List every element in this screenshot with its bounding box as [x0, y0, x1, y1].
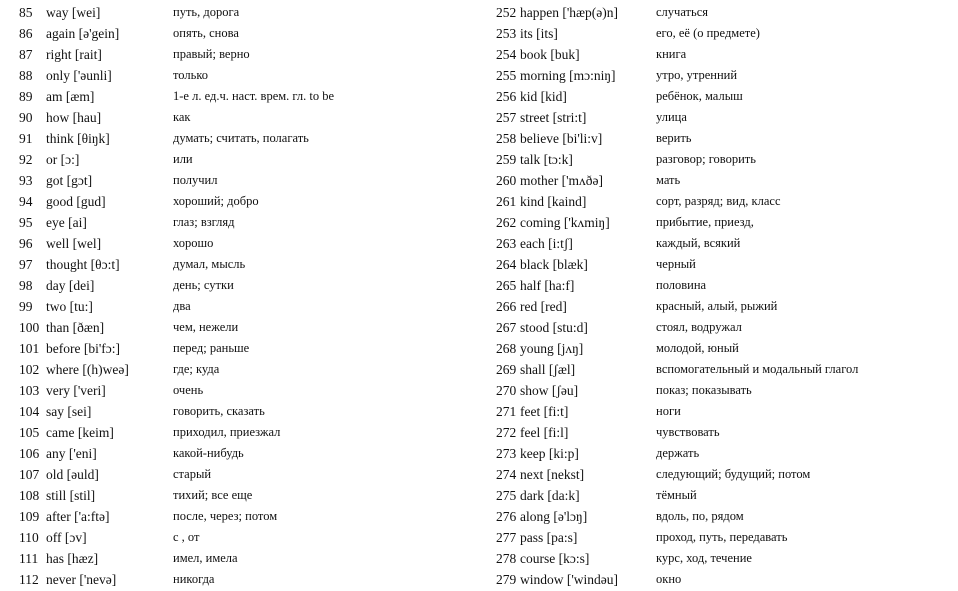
russian-translation: думал, мысль: [173, 257, 246, 271]
english-word-transcription: before [bi'fɔ:]: [46, 341, 121, 356]
entry-number: 94: [19, 194, 33, 209]
english-word-transcription: came [keim]: [46, 425, 114, 440]
entry-number: 109: [19, 509, 40, 524]
english-word-transcription: way [wei]: [46, 5, 101, 20]
vocabulary-row: [476, 506, 958, 527]
russian-translation: черный: [656, 257, 696, 271]
russian-translation: держать: [656, 446, 700, 460]
vocabulary-row: [476, 296, 958, 317]
vocabulary-row: [0, 86, 480, 107]
english-word-transcription: mother ['mʌðə]: [520, 173, 604, 188]
russian-translation: очень: [173, 383, 204, 397]
russian-translation: тихий; все еще: [173, 488, 253, 502]
english-word-transcription: after ['a:ftə]: [46, 509, 110, 524]
russian-translation: стоял, водружал: [656, 320, 742, 334]
english-word-transcription: day [dei]: [46, 278, 95, 293]
english-word-transcription: happen ['hæp(ə)n]: [520, 5, 619, 20]
english-word-transcription: show [ʃəu]: [520, 383, 579, 398]
vocabulary-row: [0, 65, 480, 86]
russian-translation: половина: [656, 278, 707, 292]
entry-number: 279: [496, 572, 517, 587]
entry-number: 86: [19, 26, 33, 41]
entry-number: 263: [496, 236, 517, 251]
russian-translation: разговор; говорить: [656, 152, 756, 166]
english-word-transcription: very ['veri]: [46, 383, 106, 398]
entry-number: 99: [19, 299, 33, 314]
vocabulary-row: [476, 107, 958, 128]
russian-translation: имел, имела: [173, 551, 238, 565]
entry-number: 90: [19, 110, 33, 125]
russian-translation: после, через; потом: [173, 509, 278, 523]
russian-translation: где; куда: [173, 362, 220, 376]
english-word-transcription: along [ə'lɔŋ]: [520, 509, 588, 524]
english-word-transcription: pass [pa:s]: [520, 530, 578, 545]
russian-translation: случаться: [656, 5, 709, 19]
russian-translation: сорт, разряд; вид, класс: [656, 194, 781, 208]
vocabulary-row: [476, 149, 958, 170]
vocabulary-row: [476, 170, 958, 191]
russian-translation: тёмный: [656, 488, 697, 502]
russian-translation: улица: [656, 110, 687, 124]
vocabulary-row: [0, 170, 480, 191]
entry-number: 257: [496, 110, 517, 125]
english-word-transcription: stood [stu:d]: [520, 320, 588, 335]
russian-translation: проход, путь, передавать: [656, 530, 788, 544]
vocabulary-row: [476, 401, 958, 422]
vocabulary-row: [476, 380, 958, 401]
russian-translation: приходил, приезжал: [173, 425, 281, 439]
english-word-transcription: two [tu:]: [46, 299, 93, 314]
entry-number: 106: [19, 446, 40, 461]
english-word-transcription: talk [tɔ:k]: [520, 152, 573, 167]
russian-translation: вспомогательный и модальный глагол: [656, 362, 859, 376]
entry-number: 271: [496, 404, 517, 419]
vocabulary-row: [476, 338, 958, 359]
vocabulary-row: [0, 485, 480, 506]
entry-number: 261: [496, 194, 517, 209]
russian-translation: думать; считать, полагать: [173, 131, 309, 145]
english-word-transcription: half [ha:f]: [520, 278, 575, 293]
vocabulary-row: [476, 569, 958, 590]
vocabulary-row: [476, 464, 958, 485]
english-word-transcription: where [(h)weə]: [46, 362, 129, 377]
english-word-transcription: old [əuld]: [46, 467, 99, 482]
russian-translation: ребёнок, малыш: [656, 89, 743, 103]
russian-translation: утро, утренний: [656, 68, 738, 82]
vocabulary-row: [0, 275, 480, 296]
english-word-transcription: its [its]: [520, 26, 558, 41]
english-word-transcription: right [rait]: [46, 47, 102, 62]
english-word-transcription: street [stri:t]: [520, 110, 587, 125]
russian-translation: правый; верно: [173, 47, 250, 61]
english-word-transcription: kid [kid]: [520, 89, 567, 104]
entry-number: 92: [19, 152, 33, 167]
english-word-transcription: course [kɔ:s]: [520, 551, 590, 566]
vocabulary-row: [0, 443, 480, 464]
russian-translation: перед; раньше: [173, 341, 250, 355]
russian-translation: хороший; добро: [173, 194, 259, 208]
vocabulary-row: [0, 296, 480, 317]
russian-translation: какой-нибудь: [173, 446, 244, 460]
russian-translation: каждый, всякий: [656, 236, 741, 250]
vocabulary-row: [476, 2, 958, 23]
vocabulary-row: [476, 23, 958, 44]
english-word-transcription: red [red]: [520, 299, 567, 314]
entry-number: 255: [496, 68, 517, 83]
vocabulary-row: [0, 128, 480, 149]
english-word-transcription: never ['nevə]: [46, 572, 117, 587]
english-word-transcription: any ['eni]: [46, 446, 97, 461]
vocabulary-row: [0, 149, 480, 170]
russian-translation: мать: [656, 173, 681, 187]
entry-number: 100: [19, 320, 40, 335]
english-word-transcription: young [jʌŋ]: [520, 341, 584, 356]
russian-translation: хорошо: [173, 236, 214, 250]
russian-translation: красный, алый, рыжий: [656, 299, 778, 313]
english-word-transcription: window ['windəu]: [520, 572, 619, 587]
vocabulary-row: [476, 359, 958, 380]
russian-translation: вдоль, по, рядом: [656, 509, 744, 523]
entry-number: 103: [19, 383, 40, 398]
entry-number: 89: [19, 89, 33, 104]
entry-number: 85: [19, 5, 33, 20]
entry-number: 95: [19, 215, 33, 230]
entry-number: 253: [496, 26, 517, 41]
english-word-transcription: off [ɔv]: [46, 530, 87, 545]
vocabulary-row: [476, 191, 958, 212]
english-word-transcription: say [sei]: [46, 404, 92, 419]
russian-translation: показ; показывать: [656, 383, 752, 397]
vocabulary-column-right: [476, 2, 958, 590]
english-word-transcription: shall [ʃæl]: [520, 362, 576, 377]
english-word-transcription: feel [fi:l]: [520, 425, 569, 440]
vocabulary-row: [0, 380, 480, 401]
vocabulary-row: [0, 233, 480, 254]
entry-number: 260: [496, 173, 517, 188]
russian-translation: как: [173, 110, 191, 124]
english-word-transcription: morning [mɔ:niŋ]: [520, 68, 616, 83]
entry-number: 269: [496, 362, 517, 377]
vocabulary-row: [0, 317, 480, 338]
english-word-transcription: well [wel]: [46, 236, 102, 251]
english-word-transcription: got [gɔt]: [46, 173, 93, 188]
vocabulary-row: [476, 422, 958, 443]
entry-number: 262: [496, 215, 517, 230]
entry-number: 268: [496, 341, 517, 356]
vocabulary-row: [476, 254, 958, 275]
vocabulary-row: [0, 422, 480, 443]
vocabulary-row: [476, 485, 958, 506]
entry-number: 252: [496, 5, 517, 20]
english-word-transcription: again [ə'gein]: [46, 26, 120, 41]
english-word-transcription: than [ðæn]: [46, 320, 105, 335]
english-word-transcription: am [æm]: [46, 89, 95, 104]
vocabulary-row: [0, 464, 480, 485]
vocabulary-row: [0, 527, 480, 548]
russian-translation: два: [173, 299, 191, 313]
entry-number: 98: [19, 278, 33, 293]
english-word-transcription: has [hæz]: [46, 551, 99, 566]
vocabulary-row: [0, 338, 480, 359]
russian-translation: получил: [173, 173, 218, 187]
vocabulary-row: [0, 506, 480, 527]
english-word-transcription: kind [kaind]: [520, 194, 587, 209]
entry-number: 256: [496, 89, 517, 104]
russian-translation: старый: [173, 467, 212, 481]
entry-number: 108: [19, 488, 40, 503]
vocabulary-row: [0, 569, 480, 590]
entry-number: 97: [19, 257, 33, 272]
russian-translation: верить: [656, 131, 692, 145]
vocabulary-row: [476, 86, 958, 107]
english-word-transcription: only ['əunli]: [46, 68, 112, 83]
english-word-transcription: next [nekst]: [520, 467, 585, 482]
vocabulary-row: [476, 443, 958, 464]
entry-number: 102: [19, 362, 40, 377]
entry-number: 110: [19, 530, 39, 545]
entry-number: 277: [496, 530, 517, 545]
entry-number: 267: [496, 320, 517, 335]
russian-translation: прибытие, приезд,: [656, 215, 754, 229]
russian-translation: путь, дорога: [173, 5, 240, 19]
russian-translation: чувствовать: [656, 425, 720, 439]
entry-number: 93: [19, 173, 33, 188]
russian-translation: говорить, сказать: [173, 404, 265, 418]
english-word-transcription: each [i:tʃ]: [520, 236, 573, 251]
vocabulary-row: [0, 23, 480, 44]
english-word-transcription: eye [ai]: [46, 215, 87, 230]
vocabulary-row: [476, 275, 958, 296]
english-word-transcription: feet [fi:t]: [520, 404, 569, 419]
vocabulary-row: [0, 2, 480, 23]
entry-number: 104: [19, 404, 40, 419]
russian-translation: только: [173, 68, 209, 82]
vocabulary-row: [0, 212, 480, 233]
russian-translation: или: [173, 152, 193, 166]
russian-translation: курс, ход, течение: [656, 551, 752, 565]
russian-translation: никогда: [173, 572, 215, 586]
entry-number: 101: [19, 341, 40, 356]
english-word-transcription: good [gud]: [46, 194, 106, 209]
vocabulary-row: [0, 191, 480, 212]
russian-translation: ноги: [656, 404, 681, 418]
vocabulary-row: [0, 44, 480, 65]
vocabulary-row: [476, 44, 958, 65]
entry-number: 111: [19, 551, 39, 566]
entry-number: 272: [496, 425, 517, 440]
vocabulary-row: [476, 317, 958, 338]
entry-number: 273: [496, 446, 517, 461]
vocabulary-row: [476, 233, 958, 254]
russian-translation: его, её (о предмете): [656, 26, 760, 40]
english-word-transcription: still [stil]: [46, 488, 96, 503]
russian-translation: глаз; взгляд: [173, 215, 235, 229]
entry-number: 91: [19, 131, 33, 146]
russian-translation: молодой, юный: [656, 341, 739, 355]
entry-number: 87: [19, 47, 33, 62]
entry-number: 258: [496, 131, 517, 146]
english-word-transcription: how [hau]: [46, 110, 102, 125]
russian-translation: книга: [656, 47, 687, 61]
entry-number: 96: [19, 236, 33, 251]
vocabulary-row: [0, 359, 480, 380]
entry-number: 107: [19, 467, 40, 482]
vocabulary-row: [476, 65, 958, 86]
english-word-transcription: black [blæk]: [520, 257, 588, 272]
vocabulary-row: [476, 128, 958, 149]
entry-number: 259: [496, 152, 517, 167]
vocabulary-row: [476, 212, 958, 233]
entry-number: 276: [496, 509, 517, 524]
russian-translation: чем, нежели: [173, 320, 239, 334]
english-word-transcription: or [ɔ:]: [46, 152, 80, 167]
russian-translation: 1-е л. ед.ч. наст. врем. гл. to be: [173, 89, 335, 103]
russian-translation: окно: [656, 572, 682, 586]
russian-translation: следующий; будущий; потом: [656, 467, 811, 481]
russian-translation: опять, снова: [173, 26, 239, 40]
english-word-transcription: believe [bi'li:v]: [520, 131, 603, 146]
vocabulary-row: [0, 254, 480, 275]
entry-number: 266: [496, 299, 517, 314]
vocabulary-row: [0, 107, 480, 128]
russian-translation: с , от: [173, 530, 200, 544]
english-word-transcription: keep [ki:p]: [520, 446, 579, 461]
english-word-transcription: book [buk]: [520, 47, 580, 62]
vocabulary-row: [476, 527, 958, 548]
vocabulary-row: [476, 548, 958, 569]
entry-number: 278: [496, 551, 517, 566]
entry-number: 88: [19, 68, 33, 83]
entry-number: 275: [496, 488, 517, 503]
entry-number: 112: [19, 572, 39, 587]
vocabulary-column-left: [0, 2, 480, 590]
entry-number: 254: [496, 47, 517, 62]
entry-number: 274: [496, 467, 517, 482]
english-word-transcription: coming ['kʌmiŋ]: [520, 215, 610, 230]
vocabulary-row: [0, 401, 480, 422]
english-word-transcription: dark [da:k]: [520, 488, 580, 503]
vocabulary-row: [0, 548, 480, 569]
russian-translation: день; сутки: [173, 278, 234, 292]
entry-number: 264: [496, 257, 517, 272]
english-word-transcription: think [θiŋk]: [46, 131, 110, 146]
entry-number: 265: [496, 278, 517, 293]
entry-number: 105: [19, 425, 40, 440]
entry-number: 270: [496, 383, 517, 398]
english-word-transcription: thought [θɔ:t]: [46, 257, 120, 272]
